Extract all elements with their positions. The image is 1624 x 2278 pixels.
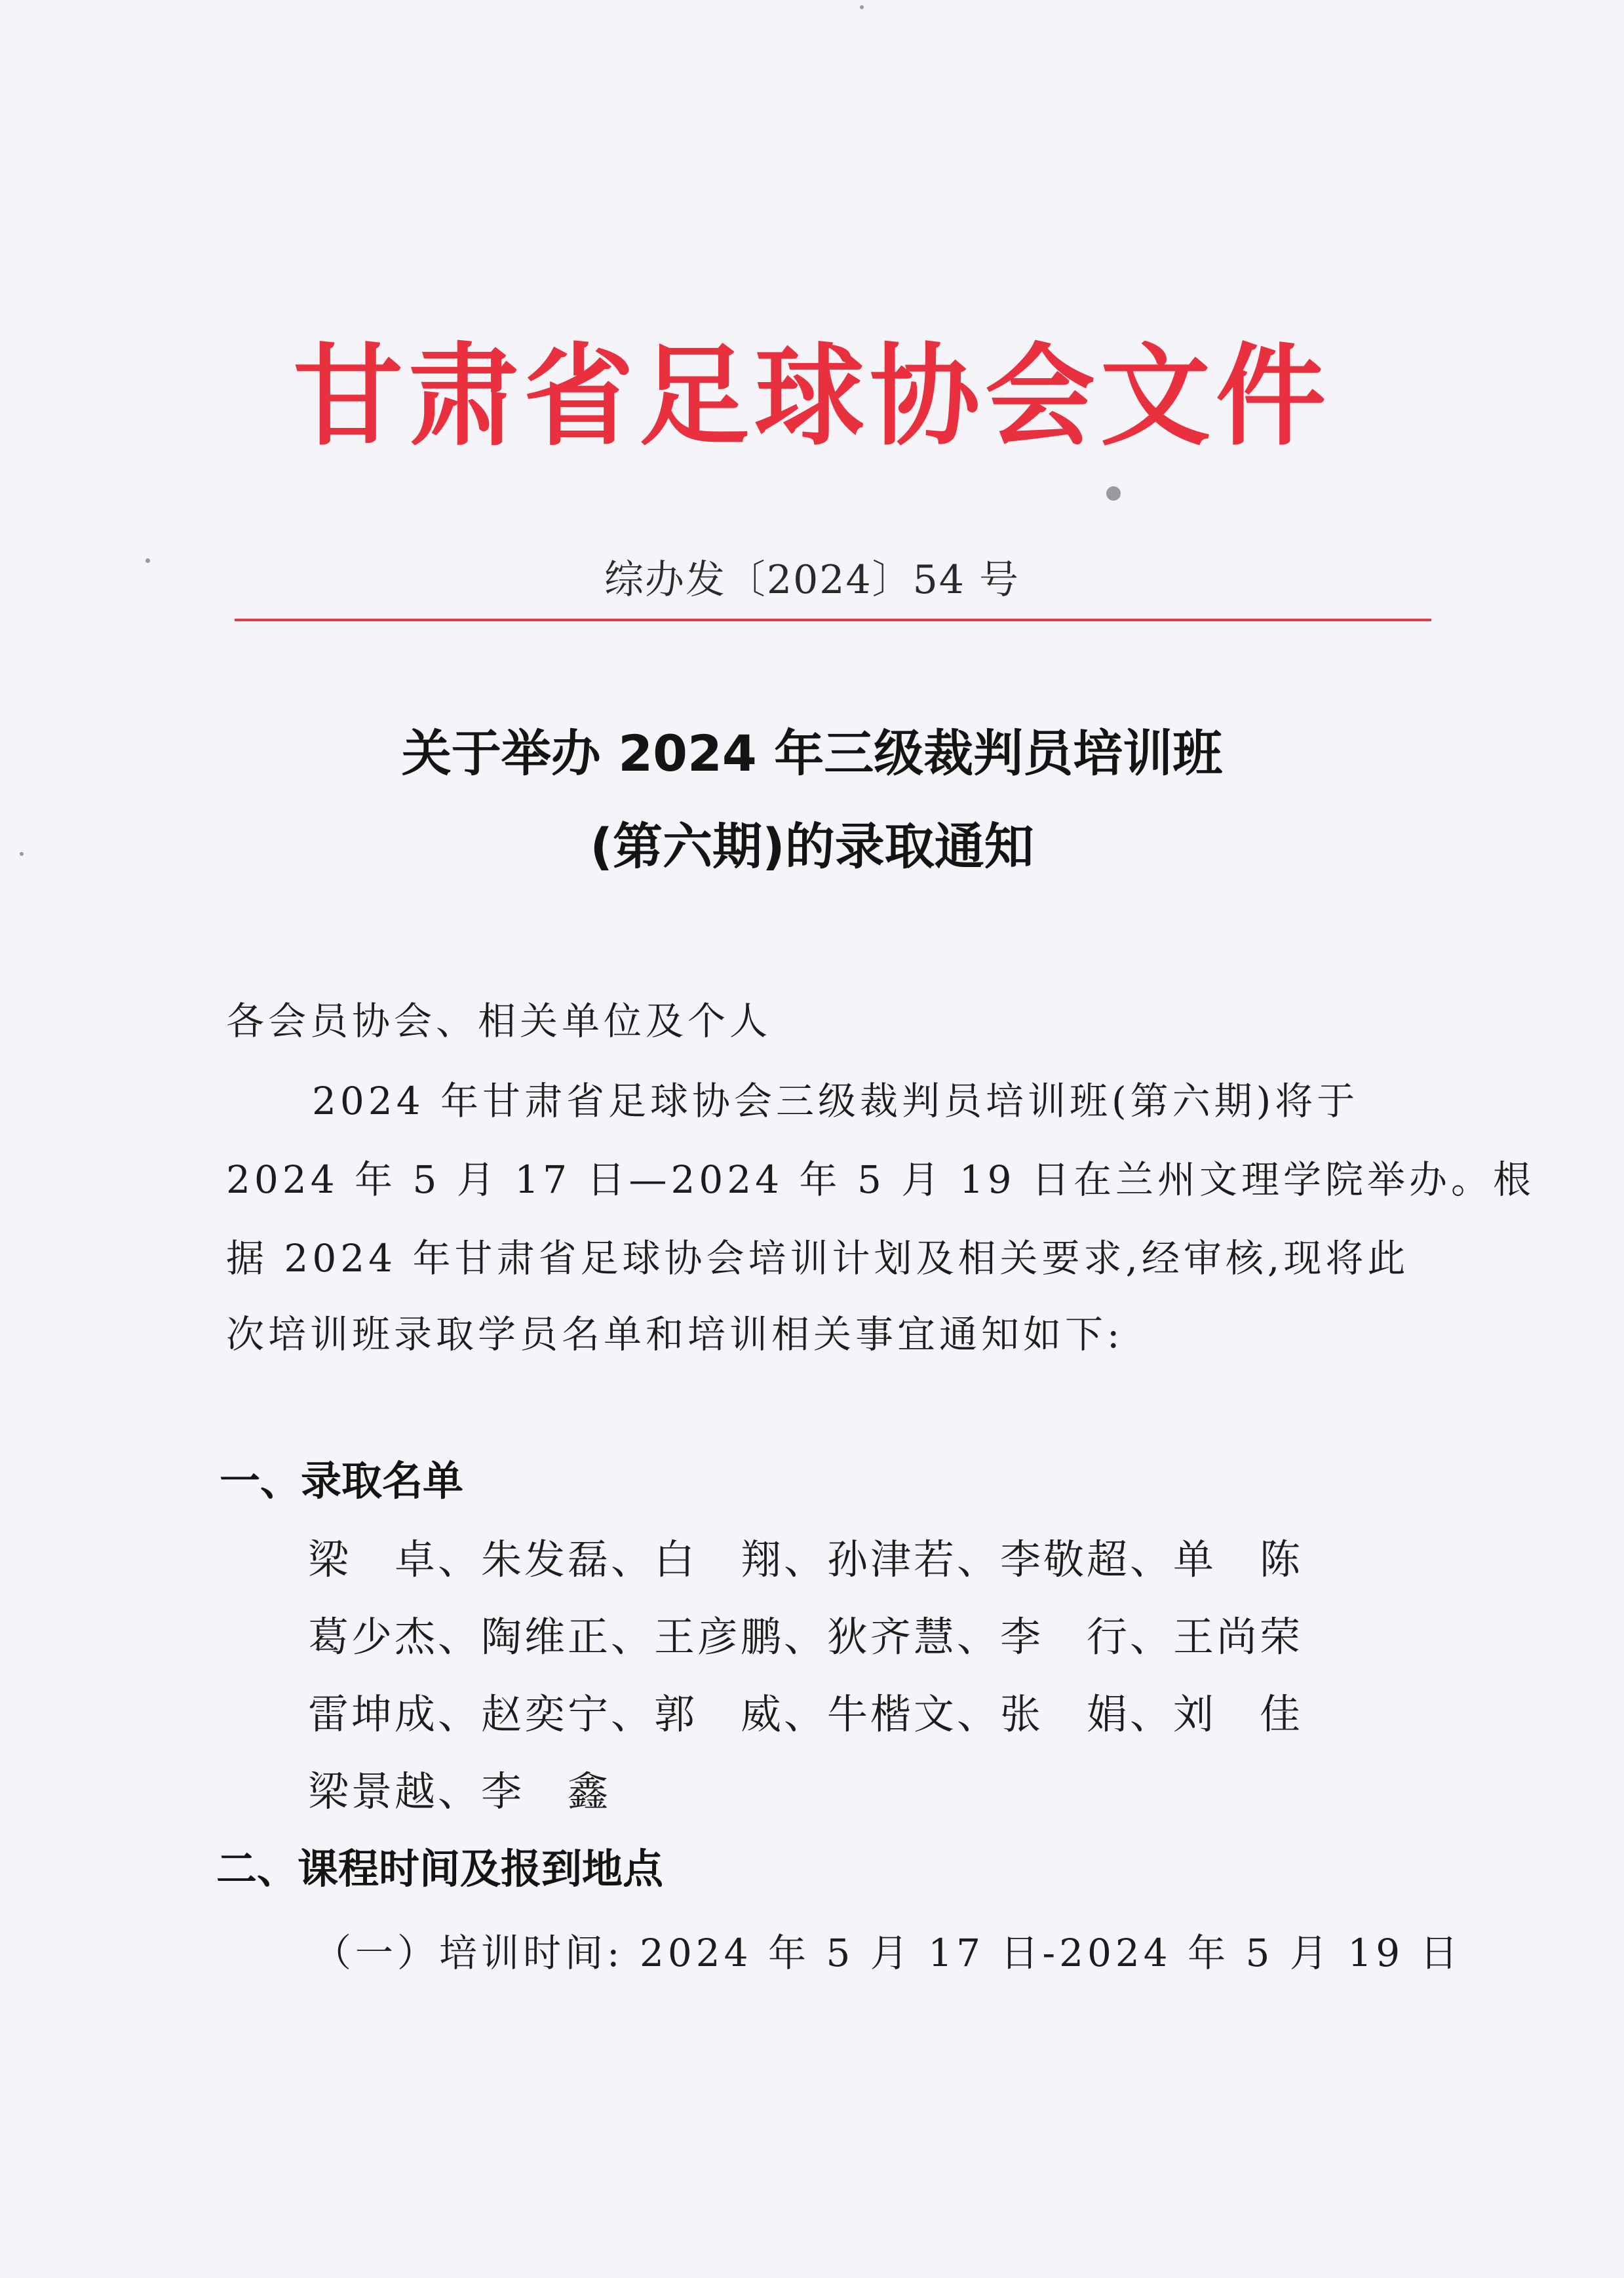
section-1-heading: 一、录取名单 xyxy=(220,1457,464,1505)
training-time-item: （一）培训时间: 2024 年 5 月 17 日-2024 年 5 月 19 日 xyxy=(313,1931,1462,1975)
body-line-1: 2024 年甘肃省足球协会三级裁判员培训班(第六期)将于 xyxy=(312,1079,1359,1123)
salutation: 各会员协会、相关单位及个人 xyxy=(226,999,772,1043)
scan-speck xyxy=(20,852,24,856)
scan-speck xyxy=(860,5,864,9)
document-number: 综办发〔2024〕54 号 xyxy=(604,557,1020,603)
body-line-4: 次培训班录取学员名单和培训相关事宜通知如下: xyxy=(226,1312,1124,1357)
admitted-names-list xyxy=(308,1534,1330,1843)
name-row: 梁 卓、朱发磊、白 翔、孙津若、李敬超、单 陈 xyxy=(308,1535,1304,1583)
name-row: 葛少杰、陶维正、王彦鹏、狄齐慧、李 行、王尚荣 xyxy=(308,1613,1304,1661)
notice-title-line-1: 关于举办 2024 年三级裁判员培训班 xyxy=(401,724,1223,782)
name-row: 梁景越、李 鑫 xyxy=(308,1767,611,1815)
body-line-3: 据 2024 年甘肃省足球协会培训计划及相关要求,经审核,现将此 xyxy=(226,1236,1410,1281)
document-masthead: 甘肃省足球协会文件 xyxy=(293,332,1331,461)
red-divider-line xyxy=(235,619,1431,621)
section-2-heading: 二、课程时间及报到地点 xyxy=(216,1845,664,1893)
notice-title-line-2: (第六期)的录取通知 xyxy=(590,817,1034,876)
body-line-2: 2024 年 5 月 17 日—2024 年 5 月 19 日在兰州文理学院举办。根 xyxy=(226,1157,1535,1202)
scan-speck xyxy=(145,558,150,563)
scan-speck xyxy=(1106,486,1121,501)
name-row: 雷坤成、赵奕宁、郭 威、牛楷文、张 娟、刘 佳 xyxy=(308,1690,1304,1738)
